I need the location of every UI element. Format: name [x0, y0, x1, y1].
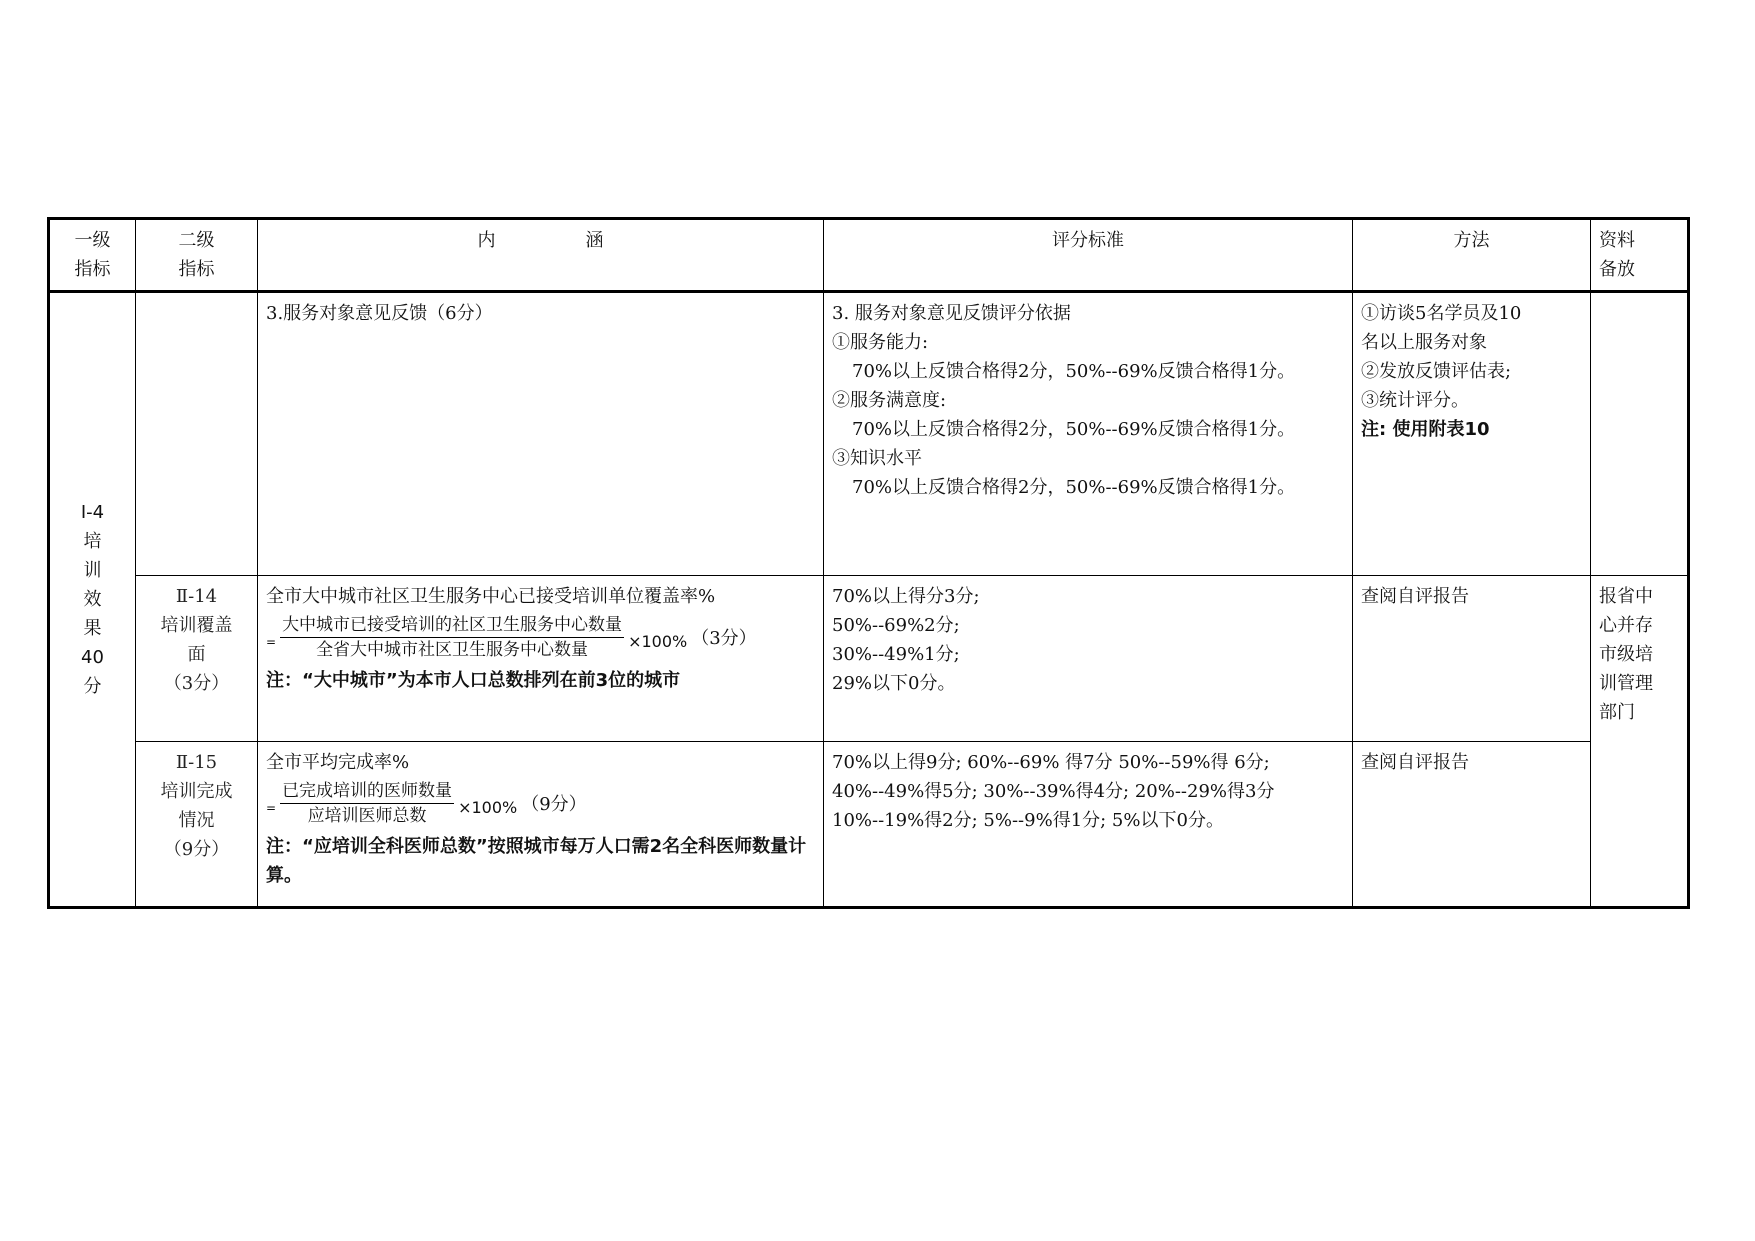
method-cell: 查阅自评报告 [1353, 576, 1591, 742]
level2-indicator: Ⅱ-15 培训完成 情况 （9分） [136, 742, 258, 908]
formula-denominator: 应培训医师总数 [307, 806, 427, 826]
formula-denominator: 全省大中城市社区卫生服务中心数量 [316, 640, 589, 660]
method-note: 注: 使用附表10 [1361, 419, 1490, 440]
table-row [49, 742, 1689, 908]
formula-numerator: 已完成培训的医师数量 [280, 779, 454, 804]
method-cell: 查阅自评报告 [1353, 742, 1591, 908]
formula-numerator: 大中城市已接受培训的社区卫生服务中心数量 [280, 613, 624, 638]
completion-formula: = $\frac{\text{已完成培训的医师数量}}{\text{应培训医师总数}}$ ×100% （9分） [266, 781, 587, 826]
content-text: 3.服务对象意见反馈（6分） [266, 303, 493, 324]
header-row [49, 219, 1689, 292]
content-cell [258, 292, 824, 576]
content-cell: 全市平均完成率% = $\frac{\text{已完成培训的医师数量}}{\text{应培训医师总数}}$ ×100% （9分） 注：“应培训全科医师总数”按照城市每万人口需2名全科医师数量计算。 [258, 742, 824, 908]
archive-empty [1591, 292, 1689, 576]
level2-empty [136, 292, 258, 576]
header-criteria: 评分标准 [824, 219, 1353, 292]
method-cell: ①访谈5名学员及10 名以上服务对象 ②发放反馈评估表; ③统计评分。 注: 使用附表10 [1353, 292, 1591, 576]
criteria-cell: 3. 服务对象意见反馈评分依据 ①服务能力: 70%以上反馈合格得2分，50%--69%反馈合格得1分。 ②服务满意度: 70%以上反馈合格得2分，50%--69%反馈合格得1分。 ③知识水平 70%以上反馈合格得2分，50%--69%反馈合格得1分。 [824, 292, 1353, 576]
level1-indicator: Ⅰ-4 培 训 效 果 40 分 [49, 292, 136, 908]
table-row [49, 292, 1689, 576]
content-note: 注：“大中城市”为本市人口总数排列在前3位的城市 [266, 670, 681, 691]
content-note: 注：“应培训全科医师总数”按照城市每万人口需2名全科医师数量计算。 [266, 836, 807, 886]
evaluation-table [47, 217, 1690, 909]
header-level2: 二级 指标 [136, 219, 258, 292]
coverage-formula: = $\frac{\text{大中城市已接受培训的社区卫生服务中心数量}}{\text{全省大中城市社区卫生服务中心数量}}$ ×100% （3分） [266, 615, 757, 660]
criteria-cell: 70%以上得9分; 60%--69% 得7分 50%--59%得 6分; 40%--49%得5分; 30%--39%得4分; 20%--29%得3分 10%--19%得2分; 5%--9%得1分; 5%以下0分。 [824, 742, 1353, 908]
header-content: 内 涵 [258, 219, 824, 292]
archive-cell: 报省中 心并存 市级培 训管理 部门 [1591, 576, 1689, 908]
header-method: 方法 [1353, 219, 1591, 292]
header-level1: 一级 指标 [49, 219, 136, 292]
table-row [49, 576, 1689, 742]
header-archive: 资料 备放 [1591, 219, 1689, 292]
content-cell: 全市大中城市社区卫生服务中心已接受培训单位覆盖率% = $\frac{\text{大中城市已接受培训的社区卫生服务中心数量}}{\text{全省大中城市社区卫生服务中心数量}}$ ×100% （3分） 注：“大中城市”为本市人口总数排列在前3位的城市 [258, 576, 824, 742]
level2-indicator: Ⅱ-14 培训覆盖 面 （3分） [136, 576, 258, 742]
criteria-cell: 70%以上得分3分; 50%--69%2分; 30%--49%1分; 29%以下0分。 [824, 576, 1353, 742]
